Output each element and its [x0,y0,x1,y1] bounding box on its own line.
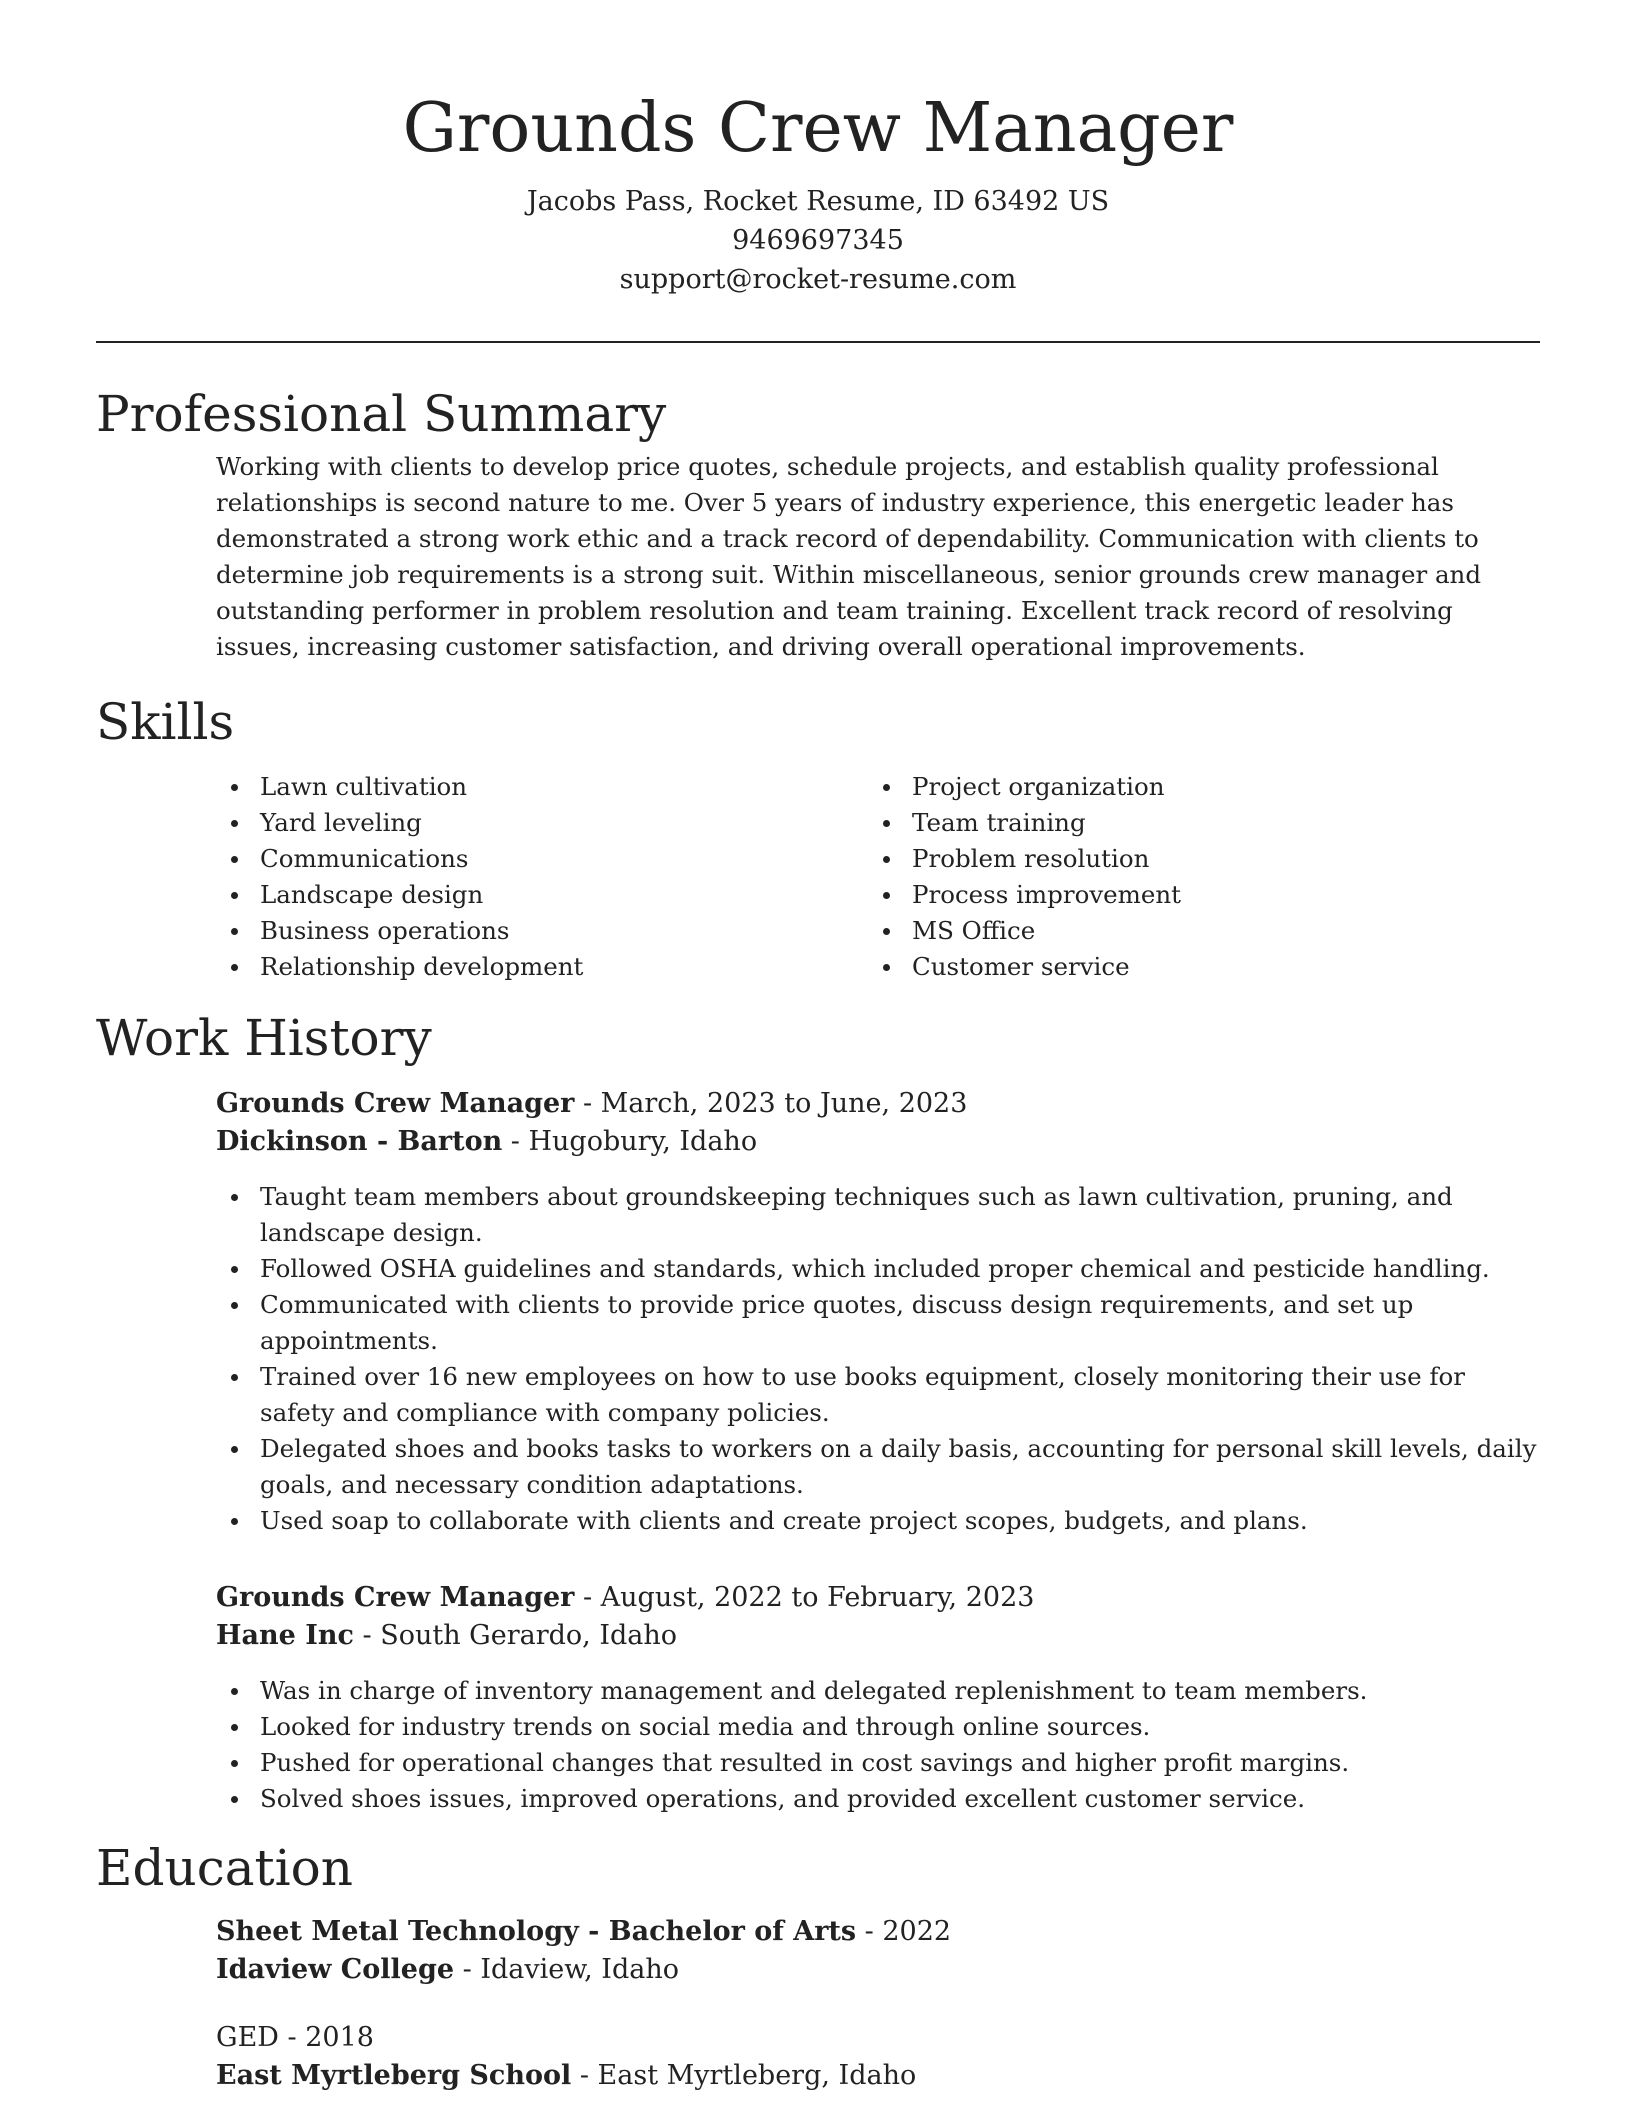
education-degree-line [216,2019,1540,2057]
job-bullet: Was in charge of inventory management and delegated replenishment to team members. [260,1673,1540,1709]
job-title-line [216,1085,1540,1123]
education-entry [216,2019,1540,2095]
resume-header [96,0,1540,299]
education-school-line [216,2057,1540,2095]
skill-item: MS Office [912,913,1520,949]
job-company-line [216,1617,1540,1655]
skills-column-left [216,769,868,985]
education-school: East Myrtleberg School [216,2060,572,2091]
education-section [96,1835,1540,2095]
education-body [96,1913,1540,2095]
skill-item: Lawn cultivation [260,769,868,805]
candidate-name: Grounds Crew Manager [402,89,1234,168]
contact-phone: 9469697345 [732,225,904,256]
education-location: - East Myrtleberg, Idaho [571,2060,917,2091]
job-entry [216,1085,1540,1539]
skill-item: Business operations [260,913,868,949]
resume-page [96,0,1540,2095]
job-bullet: Trained over 16 new employees on how to use books equipment, closely monitoring their use for safety and compliance with company policies. [260,1359,1540,1431]
summary-heading: Professional Summary [96,385,667,443]
job-bullet: Solved shoes issues, improved operations, and provided excellent customer service. [260,1781,1540,1817]
summary-section [96,381,1540,665]
skill-item: Problem resolution [912,841,1520,877]
contact-block [96,182,1540,299]
job-location: - Hugobury, Idaho [502,1126,758,1157]
skill-item: Landscape design [260,877,868,913]
job-bullet: Pushed for operational changes that resulted in cost savings and higher profit margins. [260,1745,1540,1781]
job-bullets [216,1179,1540,1539]
job-company: Dickinson - Barton [216,1126,503,1157]
skills-heading: Skills [96,693,235,751]
summary-text: Working with clients to develop price quotes, schedule projects, and establish quality professional relationships is second nature to me. Over 5 years of industry experience, this energetic leader has demonstrated a strong work ethic and a track record of dependability. Communication with clients to determine job requirements is a strong suit. Within miscellaneous, senior grounds crew manager and outstanding performer in problem resolution and team training. Excellent track record of resolving issues, increasing customer satisfaction, and driving overall operational improvements. [216,452,1482,661]
skill-item: Relationship development [260,949,868,985]
job-dates: - August, 2022 to February, 2023 [574,1582,1035,1613]
contact-address: Jacobs Pass, Rocket Resume, ID 63492 US [526,186,1110,217]
work-history-body [96,1085,1540,1817]
skills-grid [216,769,1540,985]
skill-item: Customer service [912,949,1520,985]
job-bullet: Taught team members about groundskeeping techniques such as lawn cultivation, pruning, and landscape design. [260,1179,1540,1251]
education-entry [216,1913,1540,1989]
job-bullets [216,1673,1540,1817]
skill-item: Communications [260,841,868,877]
skill-item: Team training [912,805,1520,841]
skill-item: Yard leveling [260,805,868,841]
job-bullet: Looked for industry trends on social media and through online sources. [260,1709,1540,1745]
education-school-line [216,1951,1540,1989]
job-location: - South Gerardo, Idaho [353,1620,678,1651]
education-heading: Education [96,1839,353,1897]
job-role: Grounds Crew Manager [216,1088,575,1119]
education-school: Idaview College [216,1954,455,1985]
skills-column-right [868,769,1520,985]
skills-section [96,689,1540,985]
job-bullet: Followed OSHA guidelines and standards, which included proper chemical and pesticide handling. [260,1251,1540,1287]
skills-body [96,769,1540,985]
job-role: Grounds Crew Manager [216,1582,575,1613]
skill-item: Process improvement [912,877,1520,913]
contact-email: support@rocket-resume.com [619,264,1017,295]
job-dates: - March, 2023 to June, 2023 [574,1088,968,1119]
job-entry [216,1579,1540,1817]
job-bullet: Used soap to collaborate with clients and create project scopes, budgets, and plans. [260,1503,1540,1539]
summary-body [96,449,1540,665]
education-degree-line [216,1913,1540,1951]
job-company: Hane Inc [216,1620,354,1651]
education-degree: Sheet Metal Technology - Bachelor of Arts [216,1916,857,1947]
education-year: GED - 2018 [216,2022,374,2053]
header-divider [96,341,1540,343]
skill-item: Project organization [912,769,1520,805]
job-company-line [216,1123,1540,1161]
job-title-line [216,1579,1540,1617]
education-location: - Idaview, Idaho [454,1954,679,1985]
work-history-section [96,1005,1540,1817]
job-bullet: Delegated shoes and books tasks to workers on a daily basis, accounting for personal skill levels, daily goals, and necessary condition adaptations. [260,1431,1540,1503]
education-year: - 2022 [856,1916,952,1947]
job-bullet: Communicated with clients to provide price quotes, discuss design requirements, and set up appointments. [260,1287,1540,1359]
work-history-heading: Work History [96,1009,432,1067]
